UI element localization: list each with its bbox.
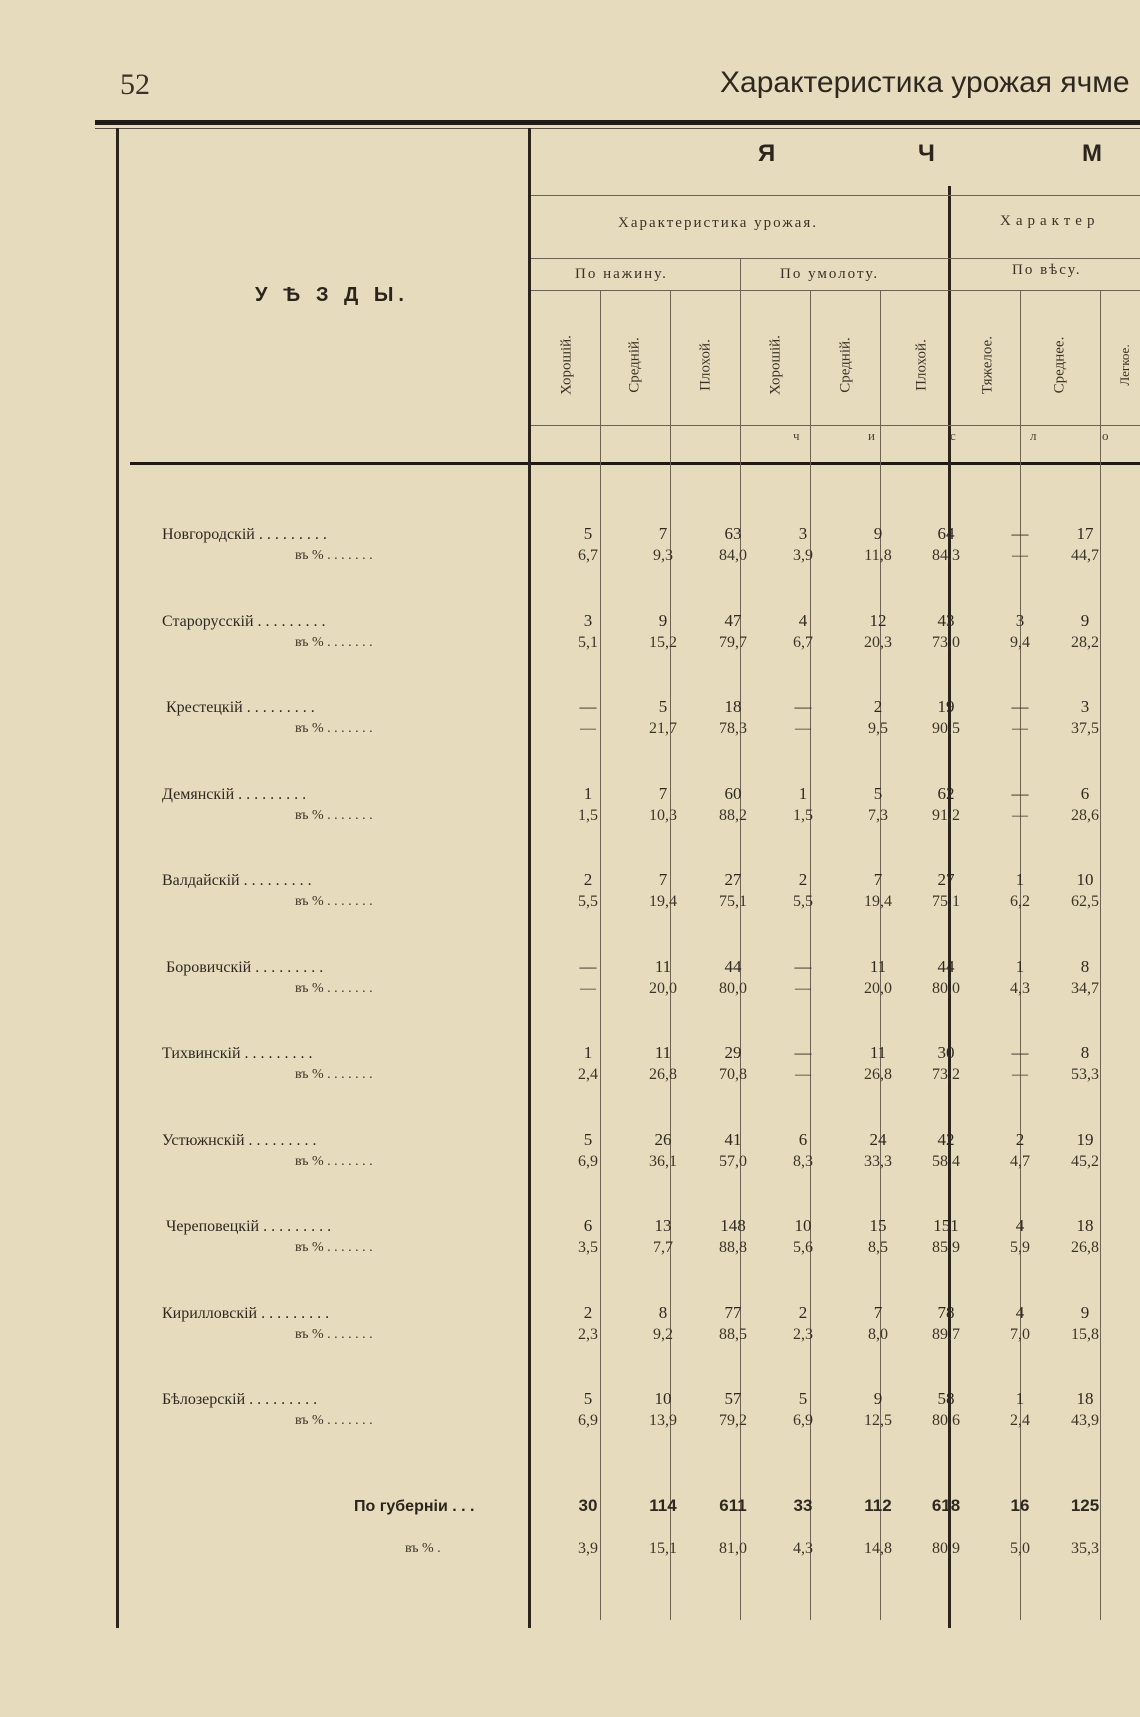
district-name: Крестецкій . . . . . . . . . [166, 699, 315, 716]
percent-cell: — [580, 720, 596, 737]
percent-cell: 84,0 [719, 547, 747, 564]
percent-cell: 89,7 [932, 1325, 960, 1343]
count-cell: 5 [583, 524, 593, 543]
count-cell: 77 [724, 1302, 742, 1322]
col-sep [600, 290, 601, 1620]
percent-cell: 5,5 [793, 893, 813, 910]
percent-cell: 73,2 [932, 1066, 960, 1083]
count-cell: 10 [1076, 870, 1094, 889]
count-cell: 1 [583, 783, 593, 803]
count-cell: 58 [937, 1389, 955, 1408]
count-cell: 1 [1015, 870, 1025, 889]
count-cell: 7 [873, 1302, 883, 1322]
percent-cell: 5,6 [793, 1239, 813, 1256]
header-line-3 [531, 290, 1140, 291]
district-name: Устюжнскій . . . . . . . . . [162, 1131, 317, 1149]
district-name: Старорусскій . . . . . . . . . [162, 612, 326, 630]
percent-cell: 3,5 [578, 1239, 598, 1256]
total-percent-label: въ % . [405, 1541, 441, 1556]
col-heading: Средній. [626, 337, 643, 393]
count-cell: 5 [798, 1389, 808, 1408]
subgroup-divider [740, 258, 741, 290]
count-cell: 47 [724, 610, 742, 630]
count-cell: 5 [873, 783, 883, 803]
count-cell: 1 [583, 1043, 593, 1062]
left-border [116, 128, 119, 1628]
district-name: Тихвинскій . . . . . . . . . [162, 1045, 313, 1062]
percent-cell: 19,4 [649, 893, 677, 910]
percent-cell: 19,4 [864, 893, 892, 910]
count-cell: 9 [1080, 610, 1090, 630]
percent-cell: 79,7 [719, 633, 747, 651]
percent-cell: 26,8 [1071, 1239, 1099, 1256]
percent-cell: 2,4 [578, 1066, 598, 1083]
count-cell: 27 [937, 870, 955, 889]
percent-cell: 4,3 [1010, 979, 1030, 997]
percent-cell: 88,5 [719, 1325, 747, 1343]
percent-cell: — [580, 979, 596, 997]
count-cell: 1 [798, 783, 808, 803]
count-cell: — [579, 956, 597, 976]
percent-cell: 85,9 [932, 1239, 960, 1256]
percent-cell: 6,7 [578, 547, 598, 564]
percent-cell: 88,8 [719, 1239, 747, 1256]
crop-letter: Я [758, 140, 776, 167]
count-cell: 5 [583, 1389, 593, 1408]
percent-cell: 28,6 [1071, 806, 1099, 824]
percent-cell: — [1012, 806, 1028, 824]
percent-cell: 11,8 [864, 547, 892, 564]
count-cell: 41 [724, 1129, 742, 1149]
header-line-2 [531, 258, 1140, 259]
count-cell: 7 [658, 524, 668, 543]
percent-cell: 33,3 [864, 1152, 892, 1170]
crop-letter: М [1082, 140, 1102, 167]
count-cell: — [579, 697, 597, 716]
percent-cell: 5,1 [578, 633, 598, 651]
percent-cell: 3,9 [793, 547, 813, 564]
total-count-cell: 16 [1010, 1496, 1030, 1515]
percent-cell: 9,4 [1010, 633, 1030, 651]
percent-cell: 4,7 [1010, 1152, 1030, 1170]
percent-cell: 34,7 [1071, 979, 1099, 997]
percent-cell: — [795, 1066, 811, 1083]
percent-cell: 9,5 [868, 720, 888, 737]
count-cell: 15 [869, 1216, 887, 1235]
district-name: Череповецкій . . . . . . . . . [166, 1218, 332, 1235]
percent-cell: 12,5 [864, 1412, 892, 1429]
percent-cell: 1,5 [578, 806, 598, 824]
count-cell: 43 [937, 610, 955, 630]
count-cell: — [1011, 524, 1029, 543]
count-cell: 148 [720, 1216, 746, 1235]
percent-cell: 57,0 [719, 1152, 747, 1170]
count-cell: — [1011, 783, 1029, 803]
percent-cell: 5,5 [578, 893, 598, 910]
crop-letter: Ч [918, 140, 935, 167]
total-percent-cell: 81,0 [719, 1540, 747, 1557]
col-heading: Хорошій. [767, 335, 784, 395]
count-cell: 18 [1076, 1216, 1094, 1235]
count-cell: 19 [1076, 1129, 1094, 1149]
count-cell: 27 [724, 870, 742, 889]
count-cell: — [1011, 697, 1029, 716]
count-cell: — [794, 956, 812, 976]
percent-cell: 43,9 [1071, 1412, 1099, 1429]
percent-label: въ % . . . . . . . [295, 807, 373, 823]
percent-cell: 45,2 [1071, 1152, 1099, 1170]
count-cell: 24 [869, 1129, 887, 1149]
percent-cell: 90,5 [932, 720, 960, 737]
col-heading: Хорошій. [558, 335, 575, 395]
percent-label: въ % . . . . . . . [295, 1326, 373, 1342]
count-cell: 8 [658, 1302, 668, 1322]
count-cell: 3 [1080, 697, 1090, 716]
percent-cell: 13,9 [649, 1412, 677, 1429]
count-cell: 9 [658, 610, 668, 630]
header-bottom-rule [130, 462, 1140, 465]
count-cell: 9 [873, 1389, 883, 1408]
count-cell: — [1011, 1043, 1029, 1062]
count-cell: 1 [1015, 956, 1025, 976]
cislo-letter: и [868, 428, 875, 443]
percent-cell: 75,1 [719, 893, 747, 910]
percent-cell: — [1012, 547, 1028, 564]
count-cell: 5 [583, 1129, 593, 1149]
col-sep [1100, 290, 1101, 1620]
total-count-cell: 611 [719, 1496, 747, 1515]
count-cell: 64 [937, 524, 955, 543]
count-cell: 63 [724, 524, 742, 543]
percent-label: въ % . . . . . . . [295, 1067, 373, 1082]
percent-cell: 6,9 [578, 1412, 598, 1429]
percent-cell: 8,5 [868, 1239, 888, 1256]
percent-cell: 80,0 [932, 979, 960, 997]
percent-cell: 1,5 [793, 806, 813, 824]
percent-cell: 44,7 [1071, 547, 1099, 564]
percent-cell: 2,3 [578, 1325, 598, 1343]
percent-cell: 88,2 [719, 806, 747, 824]
percent-cell: 75,1 [932, 893, 960, 910]
page-title: Характеристика урожая ячме [720, 66, 1130, 99]
count-cell: 42 [937, 1129, 955, 1149]
count-cell: 151 [933, 1216, 959, 1235]
header-line-1 [531, 195, 1140, 196]
stub-divider [528, 128, 531, 1628]
col-heading: Плохой. [913, 339, 930, 391]
percent-cell: 78,3 [719, 720, 747, 737]
count-cell: 2 [873, 697, 883, 716]
percent-cell: 6,9 [793, 1412, 813, 1429]
count-cell: — [794, 697, 812, 716]
count-cell: 13 [654, 1216, 672, 1235]
percent-cell: 28,2 [1071, 633, 1099, 651]
count-cell: 7 [658, 783, 668, 803]
subgroup-nazhin: По нажину. [575, 266, 668, 282]
count-cell: — [794, 1043, 812, 1062]
percent-cell: 6,7 [793, 633, 813, 651]
count-cell: 2 [583, 1302, 593, 1322]
count-cell: 62 [937, 783, 955, 803]
count-cell: 17 [1076, 524, 1094, 543]
percent-cell: 84,3 [932, 547, 960, 564]
percent-cell: 5,9 [1010, 1239, 1030, 1256]
percent-cell: 15,2 [649, 633, 677, 651]
district-name: Новгородскій . . . . . . . . . [162, 526, 327, 543]
percent-cell: 62,5 [1071, 893, 1099, 910]
total-count-cell: 114 [649, 1496, 677, 1515]
district-name: Валдайскій . . . . . . . . . [162, 872, 312, 889]
count-cell: 10 [794, 1216, 812, 1235]
percent-cell: — [795, 979, 811, 997]
percent-cell: 7,3 [868, 806, 888, 824]
group-heading-char: Характер [1000, 213, 1100, 229]
count-cell: 2 [583, 870, 593, 889]
percent-cell: 70,8 [719, 1066, 747, 1083]
count-cell: 1 [1015, 1389, 1025, 1408]
count-cell: 18 [1076, 1389, 1094, 1408]
count-cell: 57 [724, 1389, 742, 1408]
count-cell: 6 [583, 1216, 593, 1235]
total-percent-cell: 4,3 [793, 1540, 813, 1557]
percent-label: въ % . . . . . . . [295, 634, 373, 650]
total-percent-cell: 3,9 [578, 1540, 598, 1557]
count-cell: 6 [798, 1129, 808, 1149]
count-cell: 3 [1015, 610, 1025, 630]
count-cell: 2 [1015, 1129, 1025, 1149]
count-cell: 12 [869, 610, 887, 630]
count-cell: 5 [658, 697, 668, 716]
percent-cell: 15,8 [1071, 1325, 1099, 1343]
count-cell: 4 [798, 610, 808, 630]
header-line-4 [531, 425, 1140, 426]
district-name: Бѣлозерскій . . . . . . . . . [162, 1391, 318, 1408]
percent-cell: 2,4 [1010, 1412, 1030, 1429]
count-cell: 9 [1080, 1302, 1090, 1322]
count-cell: 19 [937, 697, 955, 716]
percent-label: въ % . . . . . . . [295, 548, 373, 563]
count-cell: 2 [798, 870, 808, 889]
top-rule [95, 120, 1140, 125]
percent-cell: 80,6 [932, 1412, 960, 1429]
count-cell: 44 [724, 956, 742, 976]
percent-label: въ % . . . . . . . [295, 980, 373, 996]
percent-cell: 73,0 [932, 633, 960, 651]
count-cell: 11 [654, 1043, 672, 1062]
count-cell: 11 [869, 1043, 887, 1062]
percent-cell: 20,0 [864, 979, 892, 997]
percent-label: въ % . . . . . . . [295, 721, 373, 736]
count-cell: 3 [798, 524, 808, 543]
count-cell: 78 [937, 1302, 955, 1322]
count-cell: 3 [583, 610, 593, 630]
count-cell: 7 [658, 870, 668, 889]
district-name: Кирилловскій . . . . . . . . . [162, 1304, 330, 1322]
percent-cell: 26,8 [864, 1066, 892, 1083]
percent-cell: 37,5 [1071, 720, 1099, 737]
count-cell: 4 [1015, 1302, 1025, 1322]
percent-cell: 2,3 [793, 1325, 813, 1343]
col-heading: Плохой. [697, 339, 714, 391]
percent-cell: 6,2 [1010, 893, 1030, 910]
cislo-letter: с [950, 428, 956, 443]
count-cell: 2 [798, 1302, 808, 1322]
total-count-cell: 33 [793, 1496, 813, 1515]
col-heading: Легкое. [1117, 344, 1132, 386]
percent-cell: 8,0 [868, 1325, 888, 1343]
percent-cell: — [795, 720, 811, 737]
count-cell: 8 [1080, 956, 1090, 976]
percent-cell: 9,3 [653, 547, 673, 564]
percent-label: въ % . . . . . . . [295, 1413, 373, 1428]
percent-cell: 9,2 [653, 1325, 673, 1343]
total-count-cell: 125 [1070, 1496, 1100, 1515]
percent-cell: 80,0 [719, 979, 747, 997]
subgroup-ves: По вѣсу. [1012, 262, 1082, 278]
count-cell: 60 [724, 783, 742, 803]
count-cell: 29 [724, 1043, 742, 1062]
count-cell: 6 [1080, 783, 1090, 803]
count-cell: 11 [869, 956, 887, 976]
count-cell: 10 [654, 1389, 672, 1408]
cislo-letter: л [1030, 428, 1037, 443]
percent-cell: 58,4 [932, 1152, 960, 1170]
total-percent-cell: 80,9 [932, 1540, 960, 1557]
percent-cell: 10,3 [649, 806, 677, 824]
col-heading: Средній. [837, 337, 854, 393]
percent-cell: 53,3 [1071, 1066, 1099, 1083]
percent-label: въ % . . . . . . . [295, 894, 373, 909]
count-cell: 30 [937, 1043, 955, 1062]
total-percent-cell: 15,1 [649, 1540, 677, 1557]
stub-heading: У Ѣ З Д Ы. [255, 284, 409, 306]
percent-label: въ % . . . . . . . [295, 1153, 373, 1169]
percent-cell: 20,3 [864, 633, 892, 651]
group-heading-yield: Характеристика урожая. [618, 215, 818, 231]
total-label: По губерніи . . . [354, 1498, 475, 1515]
cislo-letter: ч [793, 428, 800, 443]
count-cell: 4 [1015, 1216, 1025, 1235]
count-cell: 44 [937, 956, 955, 976]
total-percent-cell: 35,3 [1071, 1540, 1099, 1557]
subgroup-umolot: По умолоту. [780, 266, 880, 282]
total-percent-cell: 14,8 [864, 1540, 892, 1557]
col-heading: Среднее. [1051, 336, 1068, 394]
percent-cell: 26,8 [649, 1066, 677, 1083]
percent-cell: 7,7 [653, 1239, 673, 1256]
count-cell: 7 [873, 870, 883, 889]
percent-cell: 7,0 [1010, 1325, 1030, 1343]
percent-cell: 8,3 [793, 1152, 813, 1170]
percent-cell: 36,1 [649, 1152, 677, 1170]
percent-cell: 91,2 [932, 806, 960, 824]
district-name: Демянскій . . . . . . . . . [162, 785, 307, 803]
count-cell: 26 [654, 1129, 672, 1149]
percent-cell: 21,7 [649, 720, 677, 737]
percent-label: въ % . . . . . . . [295, 1240, 373, 1255]
count-cell: 8 [1080, 1043, 1090, 1062]
total-count-cell: 112 [864, 1496, 892, 1515]
count-cell: 18 [724, 697, 742, 716]
cislo-letter: о [1102, 428, 1109, 443]
percent-cell: 20,0 [649, 979, 677, 997]
top-rule-thin [95, 128, 1140, 129]
district-name: Боровичскій . . . . . . . . . [166, 958, 324, 976]
percent-cell: 79,2 [719, 1412, 747, 1429]
total-count-cell: 618 [931, 1496, 961, 1515]
col-heading: Тяжелое. [979, 336, 996, 394]
page-number: 52 [120, 68, 150, 101]
percent-cell: 6,9 [578, 1152, 598, 1170]
percent-cell: — [1012, 1066, 1028, 1083]
total-count-cell: 30 [578, 1496, 598, 1515]
percent-cell: — [1012, 720, 1028, 737]
count-cell: 11 [654, 956, 672, 976]
total-percent-cell: 5,0 [1010, 1540, 1030, 1557]
count-cell: 9 [873, 524, 883, 543]
